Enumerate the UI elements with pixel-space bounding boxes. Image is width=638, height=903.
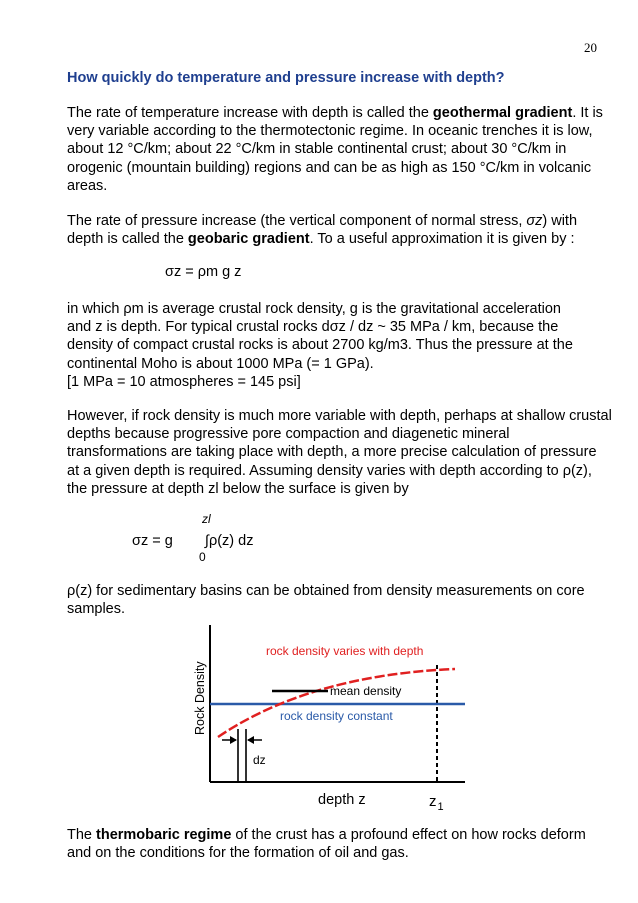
p3-line5: [1 MPa = 10 atmospheres = 145 psi] [67,373,301,390]
mean-density-label: mean density [330,684,402,698]
paragraph-geobaric [67,212,612,248]
paragraph-thermobaric [67,826,612,862]
equation-sigma-z: σz = ρm g z [165,264,242,280]
integral-lower-limit: 0 [199,550,206,564]
p3-line2: and z is depth. For typical crustal rocks dσz / dz ~ 35 MPa / km, because the [67,319,559,336]
term-thermobaric-regime: thermobaric regime [96,827,232,843]
y-axis-label: Rock Density [193,661,207,735]
paragraph-geothermal [67,104,612,195]
dz-arrowhead-right [247,736,254,744]
p6-after: of the crust has a profound effect on how rocks deform and on the conditions for the formation of oil and gas. [67,827,586,862]
p3-line3: density of compact crustal rocks is about 2700 kg/m3. Thus the pressure at the [67,337,573,354]
variable-density-label: rock density varies with depth [266,644,424,658]
section-heading: How quickly do temperature and pressure increase with depth? [67,70,505,86]
paragraph-density [67,300,612,391]
page-number: 20 [584,40,597,55]
dz-arrowhead-left [230,736,237,744]
dz-label: dz [253,753,266,767]
p2-before: The rate of pressure increase (the vertical component of normal stress, [67,213,527,229]
p3-line1: in which ρm is average crustal rock density, g is the gravitational acceleration [67,301,561,317]
sigma-z-symbol: σz [526,213,543,229]
paragraph-sedimentary: ρ(z) for sedimentary basins can be obtained from density measurements on core samples. [67,583,585,618]
term-geothermal-gradient: geothermal gradient [432,105,573,121]
z1-subscript: 1 [437,801,444,813]
p1-after: . It is very variable according to the thermotectonic regime. In oceanic trenches it is low, about 12 °C/km; about 22 °C/km in stable continental crust; about 30 °C/km in orogenic (mountain building) regions and can be as high as 150 °C/km in volcanic areas. [67,105,603,194]
integral-upper-limit: zl [202,512,211,526]
density-depth-figure [190,617,470,817]
p3-line4: continental Moho is about 1000 MPa (= 1 GPa). [67,355,374,372]
integral-integrand: ∫ρ(z) dz [205,533,254,549]
constant-density-label: rock density constant [280,709,393,723]
p6-before: The [67,827,97,843]
p1-before: The rate of temperature increase with depth is called the [67,105,433,121]
z1-letter: z [429,793,437,810]
term-geobaric-gradient: geobaric gradient [187,231,310,248]
z1-label [429,793,444,813]
p2-after: . To a useful approximation it is given by : [309,231,575,248]
p2-middle: ) with depth is called the [67,213,578,248]
equation-integral [132,512,292,562]
paragraph-variable-density: However, if rock density is much more variable with depth, perhaps at shallow crustal depths because progressive pore compaction and diagenetic mineral transformations are taking place with depth, a more precise calculation of pressure at a given depth is required. Assuming density varies with depth according to ρ(z), the pressure at depth zl below the surface is given by [67,408,612,497]
x-axis-label: depth z [318,792,366,808]
integral-lhs: σz = g [132,533,173,549]
